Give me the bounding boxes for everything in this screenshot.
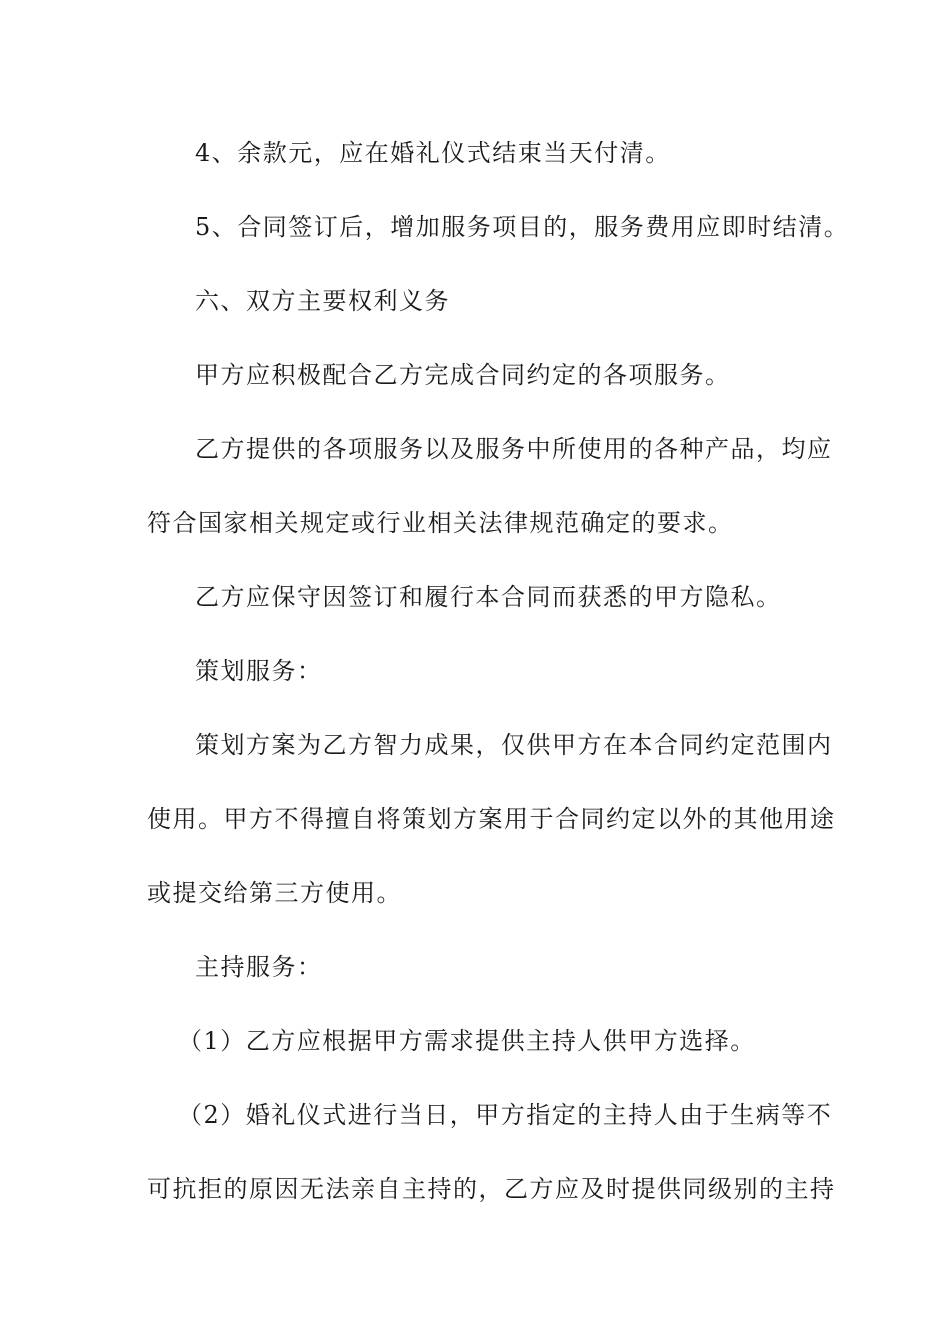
paragraph-line: 策划方案为乙方智力成果，仅供甲方在本合同约定范围内 bbox=[195, 731, 833, 759]
section-heading: 六、双方主要权利义务 bbox=[195, 287, 450, 315]
list-item: （2）婚礼仪式进行当日，甲方指定的主持人由于生病等不 bbox=[178, 1101, 833, 1129]
paragraph-line: 符合国家相关规定或行业相关法律规范确定的要求。 bbox=[147, 509, 734, 537]
paragraph-line: 使用。甲方不得擅自将策划方案用于合同约定以外的其他用途 bbox=[147, 805, 836, 833]
subsection-heading: 主持服务： bbox=[195, 953, 323, 981]
list-item: （1）乙方应根据甲方需求提供主持人供甲方选择。 bbox=[178, 1027, 756, 1055]
paragraph-line: 或提交给第三方使用。 bbox=[147, 879, 402, 907]
paragraph-line: 甲方应积极配合乙方完成合同约定的各项服务。 bbox=[195, 361, 731, 389]
subsection-heading: 策划服务： bbox=[195, 657, 323, 685]
paragraph-line: 乙方应保守因签订和履行本合同而获悉的甲方隐私。 bbox=[195, 583, 782, 611]
paragraph-line: 乙方提供的各项服务以及服务中所使用的各种产品，均应 bbox=[195, 435, 833, 463]
paragraph-line: 5、合同签订后，增加服务项目的，服务费用应即时结清。 bbox=[195, 213, 850, 241]
paragraph-line: 4、余款元，应在婚礼仪式结束当天付清。 bbox=[195, 139, 671, 167]
paragraph-line: 可抗拒的原因无法亲自主持的，乙方应及时提供同级别的主持 bbox=[147, 1175, 836, 1203]
